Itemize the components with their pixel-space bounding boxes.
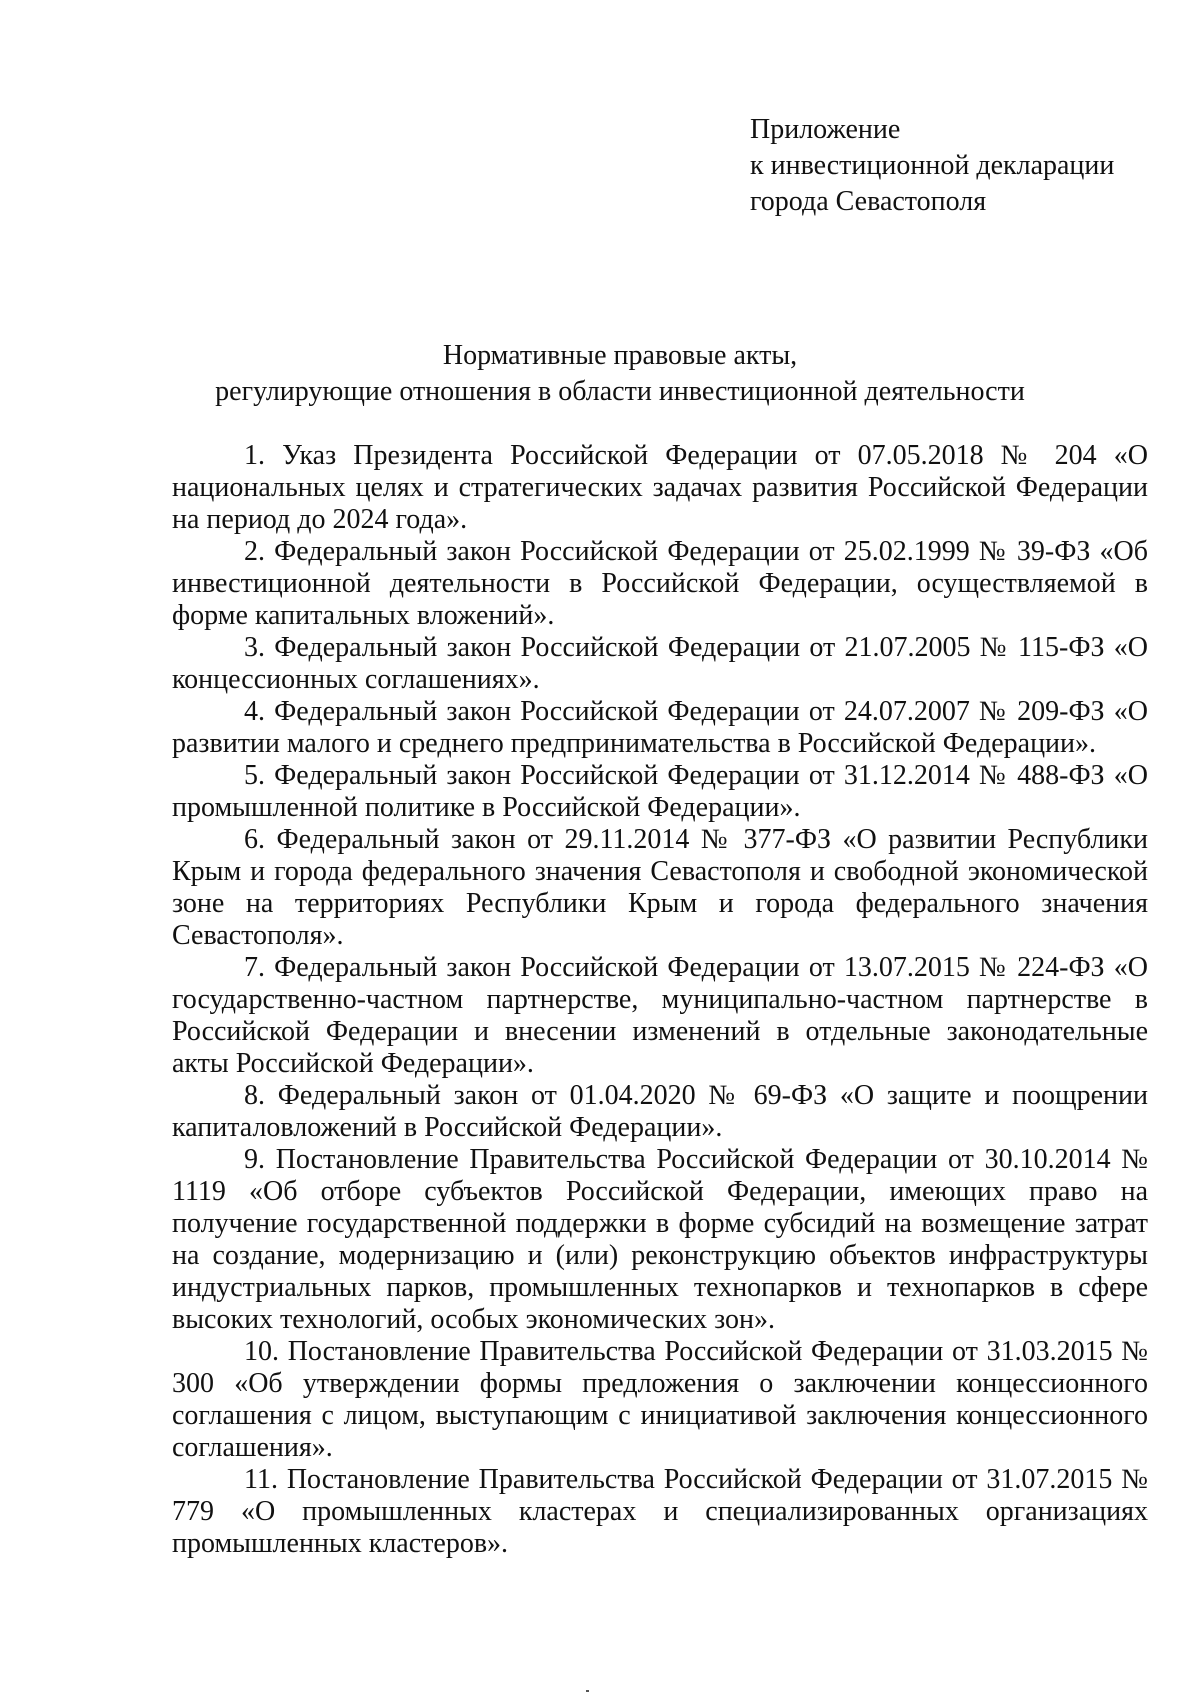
document-title [170, 338, 1070, 410]
list-item: 8. Федеральный закон от 01.04.2020 № 69-ФЗ «О защите и поощрении капиталовложений в Российской Федерации». [172, 1080, 1148, 1143]
list-item: 11. Постановление Правительства Российской Федерации от 31.07.2015 № 779 «О промышленных кластерах и специализированных организациях промышленных кластеров». [172, 1464, 1148, 1559]
list-item: 2. Федеральный закон Российской Федерации от 25.02.1999 № 39-ФЗ «Об инвестиционной деятельности в Российской Федерации, осуществляемой в форме капитальных вложений». [172, 536, 1148, 631]
appendix-line-2: к инвестиционной декларации [750, 150, 1115, 181]
list-item: 9. Постановление Правительства Российской Федерации от 30.10.2014 № 1119 «Об отборе субъектов Российской Федерации, имеющих право на получение государственной поддержки в форме субсидий на возмещение затрат на создание, модернизацию и (или) реконструкцию объектов инфраструктуры индустриальных парков, промышленных технопарков и технопарков в сфере высоких технологий, особых экономических зон». [172, 1144, 1148, 1335]
appendix-header [750, 112, 1114, 220]
title-line-1: Нормативные правовые акты, [442, 340, 798, 371]
list-item: 4. Федеральный закон Российской Федерации от 24.07.2007 № 209-ФЗ «О развитии малого и среднего предпринимательства в Российской Федерации». [172, 696, 1148, 759]
title-line-2: регулирующие отношения в области инвестиционной деятельности [215, 376, 1025, 407]
scan-artifact [586, 1690, 589, 1692]
list-item: 7. Федеральный закон Российской Федерации от 13.07.2015 № 224-ФЗ «О государственно-частном партнерстве, муниципально-частном партнерстве в Российской Федерации и внесении изменений в отдельные законодательные акты Российской Федерации». [172, 952, 1148, 1079]
list-item: 10. Постановление Правительства Российской Федерации от 31.03.2015 № 300 «Об утверждении формы предложения о заключении концессионного соглашения с лицом, выступающим с инициативой заключения концессионного соглашения». [172, 1336, 1148, 1463]
appendix-line-1: Приложение [750, 114, 901, 145]
legal-acts-list [172, 440, 1148, 1560]
list-item: 5. Федеральный закон Российской Федерации от 31.12.2014 № 488-ФЗ «О промышленной политике в Российской Федерации». [172, 760, 1148, 823]
list-item: 6. Федеральный закон от 29.11.2014 № 377-ФЗ «О развитии Республики Крым и города федерального значения Севастополя и свободной экономической зоне на территориях Республики Крым и города федерального значения Севастополя». [172, 824, 1148, 951]
appendix-line-3: города Севастополя [750, 186, 987, 217]
list-item: 1. Указ Президента Российской Федерации от 07.05.2018 № 204 «О национальных целях и стратегических задачах развития Российской Федерации на период до 2024 года». [172, 440, 1148, 535]
list-item: 3. Федеральный закон Российской Федерации от 21.07.2005 № 115-ФЗ «О концессионных соглашениях». [172, 632, 1148, 695]
